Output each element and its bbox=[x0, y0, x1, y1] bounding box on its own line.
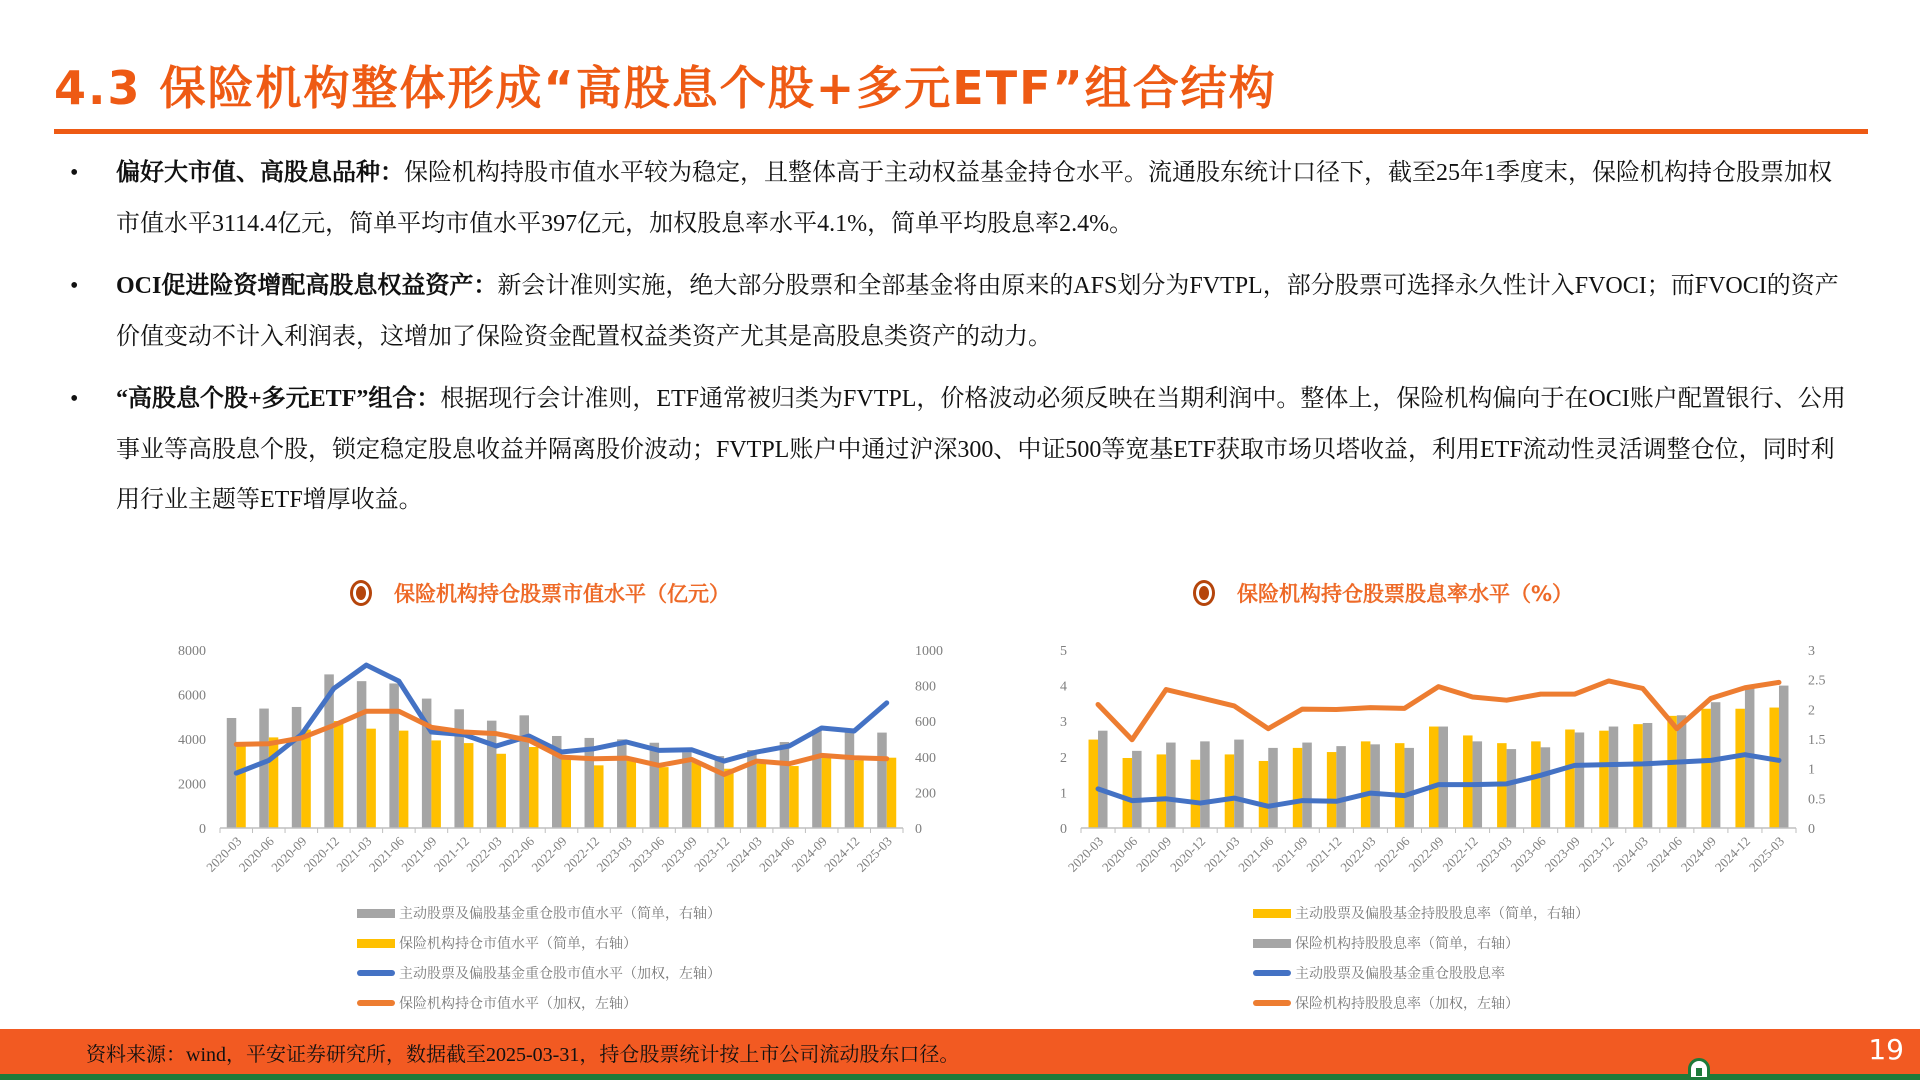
bar-b bbox=[1370, 744, 1380, 828]
right-axis-tick: 1000 bbox=[915, 644, 943, 659]
bar-b bbox=[594, 765, 604, 828]
bar-b bbox=[1439, 727, 1449, 828]
x-axis-label: 2023-03 bbox=[1473, 833, 1515, 875]
bar-b bbox=[692, 762, 702, 828]
bar-a bbox=[1463, 735, 1473, 828]
x-axis-label: 2021-03 bbox=[333, 833, 375, 875]
bar-a bbox=[389, 683, 399, 828]
legend-label: 保险机构持股股息率（加权，左轴） bbox=[1295, 996, 1519, 1012]
bar-a bbox=[877, 733, 887, 828]
left-axis-tick: 2000 bbox=[178, 777, 206, 793]
bar-b bbox=[431, 740, 441, 828]
x-axis-label: 2021-09 bbox=[1269, 833, 1311, 875]
bar-b bbox=[887, 758, 897, 828]
chart-title-text: 保险机构持仓股票市值水平（亿元） bbox=[394, 582, 730, 606]
bar-a bbox=[292, 707, 302, 828]
bar-a bbox=[1395, 743, 1405, 828]
x-axis-label: 2023-06 bbox=[625, 833, 668, 875]
bar-b bbox=[399, 731, 409, 828]
x-axis-label: 2023-03 bbox=[593, 833, 635, 875]
legend-swatch bbox=[1253, 909, 1291, 918]
x-axis-label: 2022-03 bbox=[463, 833, 505, 875]
right-axis-tick: 200 bbox=[915, 786, 936, 802]
bar-b bbox=[334, 721, 344, 828]
bar-a bbox=[1701, 709, 1711, 828]
legend-market-cap bbox=[357, 898, 721, 1018]
bar-a bbox=[1429, 727, 1439, 828]
bar-b bbox=[1302, 743, 1312, 828]
bar-a bbox=[1123, 758, 1133, 828]
x-axis-label: 2023-12 bbox=[1575, 833, 1617, 875]
bullet-dot-icon: • bbox=[70, 386, 79, 412]
left-axis-tick: 6000 bbox=[178, 688, 206, 704]
legend-swatch bbox=[357, 1000, 395, 1006]
bar-b bbox=[1507, 749, 1517, 828]
bar-a bbox=[1191, 760, 1201, 828]
bullet-dot-icon: • bbox=[70, 273, 79, 299]
x-axis-label: 2021-12 bbox=[1303, 833, 1345, 875]
legend-swatch bbox=[357, 939, 395, 948]
legend-item bbox=[357, 928, 721, 958]
bar-a bbox=[1735, 709, 1745, 828]
x-axis-label: 2022-12 bbox=[560, 833, 603, 875]
page-number: 19 bbox=[1868, 1033, 1904, 1066]
bar-b bbox=[1200, 741, 1210, 828]
bar-b bbox=[1779, 686, 1789, 828]
x-axis-label: 2021-09 bbox=[398, 833, 440, 875]
bar-a bbox=[519, 715, 529, 828]
right-axis-tick: 1 bbox=[1808, 762, 1815, 778]
bar-b bbox=[1677, 715, 1687, 828]
left-axis-tick: 1 bbox=[1060, 786, 1067, 802]
bar-a bbox=[454, 709, 464, 828]
bar-b bbox=[854, 760, 864, 828]
bar-a bbox=[1293, 748, 1303, 828]
legend-item bbox=[1253, 988, 1589, 1018]
right-axis-tick: 400 bbox=[915, 750, 936, 766]
bar-b bbox=[1268, 748, 1278, 828]
legend-item bbox=[357, 988, 721, 1018]
bullet-text: 根据现行会计准则，ETF通常被归类为FVTPL，价格波动必须反映在当期利润中。整体上，保险机构偏向于在OCI账户配置银行、公用事业等高股息个股，锁定稳定股息收益并隔离股价波动；FVTPL账户中通过沪深300、中证500等宽基ETF获取市场贝塔收益，利用ETF流动性灵活调整仓位，同时利用行业主题等ETF增厚收益。 bbox=[116, 386, 1846, 513]
legend-item bbox=[1253, 928, 1589, 958]
bar-a bbox=[845, 731, 855, 828]
bar-b bbox=[822, 757, 832, 828]
bar-b bbox=[301, 730, 311, 828]
x-axis-label: 2024-12 bbox=[1711, 833, 1754, 875]
legend-swatch bbox=[1253, 939, 1291, 948]
x-axis-label: 2023-12 bbox=[690, 833, 733, 875]
bar-b bbox=[1166, 743, 1176, 828]
legend-item bbox=[1253, 958, 1589, 988]
bar-a bbox=[1769, 708, 1779, 828]
x-axis-label: 2025-03 bbox=[853, 833, 895, 875]
bar-b bbox=[1541, 747, 1551, 828]
footer-rule bbox=[0, 1074, 1920, 1080]
legend-item bbox=[357, 958, 721, 988]
bar-b bbox=[464, 743, 474, 828]
bullet-dot-icon: • bbox=[70, 160, 79, 186]
bar-b bbox=[789, 766, 799, 828]
right-axis-tick: 0 bbox=[915, 822, 922, 837]
bar-a bbox=[1157, 754, 1167, 828]
legend-label: 主动股票及偏股基金重仓股市值水平（简单，右轴） bbox=[399, 906, 721, 922]
left-axis-tick: 4 bbox=[1060, 679, 1067, 695]
bar-a bbox=[1599, 731, 1609, 828]
x-axis-label: 2020-12 bbox=[1167, 833, 1209, 875]
right-axis-tick: 1.5 bbox=[1808, 733, 1826, 748]
bullet-heading: OCI促进险资增配高股息权益资产： bbox=[116, 273, 498, 299]
bar-a bbox=[1327, 752, 1337, 828]
left-axis-tick: 3 bbox=[1060, 715, 1067, 731]
x-axis-label: 2023-06 bbox=[1507, 833, 1549, 875]
bar-b bbox=[1711, 702, 1721, 828]
chart-title-text: 保险机构持仓股票股息率水平（%） bbox=[1237, 582, 1574, 606]
bar-a bbox=[1633, 724, 1643, 828]
x-axis-label: 2020-09 bbox=[268, 833, 310, 875]
bar-a bbox=[650, 743, 660, 828]
x-axis-label: 2023-09 bbox=[1541, 833, 1583, 875]
bar-a bbox=[812, 730, 822, 828]
x-axis-label: 2022-06 bbox=[1371, 833, 1413, 875]
bar-b bbox=[724, 769, 734, 828]
footer-bar bbox=[0, 1029, 1920, 1074]
bar-b bbox=[1336, 746, 1346, 828]
left-axis-tick: 2 bbox=[1060, 750, 1067, 766]
bar-a bbox=[617, 739, 627, 828]
bar-b bbox=[1098, 731, 1108, 828]
x-axis-label: 2020-12 bbox=[300, 833, 342, 875]
legend-label: 保险机构持仓市值水平（简单，右轴） bbox=[399, 936, 637, 952]
x-axis-label: 2024-06 bbox=[1643, 833, 1685, 875]
bar-b bbox=[1643, 723, 1653, 828]
left-axis-tick: 4000 bbox=[178, 733, 206, 748]
bar-b bbox=[627, 760, 637, 828]
legend-dividend bbox=[1253, 898, 1589, 1018]
legend-item bbox=[357, 898, 721, 928]
bar-b bbox=[529, 747, 539, 828]
bar-b bbox=[1234, 740, 1244, 828]
bar-a bbox=[357, 681, 367, 828]
bar-a bbox=[1259, 761, 1269, 828]
bar-b bbox=[1575, 732, 1585, 828]
x-axis-label: 2021-06 bbox=[1235, 833, 1277, 875]
bullet-text: 保险机构持股市值水平较为稳定，且整体高于主动权益基金持仓水平。流通股东统计口径下，截至25年1季度末，保险机构持仓股票加权市值水平3114.4亿元，简单平均市值水平397亿元，加权股息率水平4.1%，简单平均股息率2.4%。 bbox=[116, 160, 1832, 237]
x-axis-label: 2022-06 bbox=[495, 833, 538, 875]
x-axis-label: 2021-12 bbox=[430, 833, 473, 875]
x-axis-label: 2020-09 bbox=[1132, 833, 1175, 875]
bar-a bbox=[1225, 754, 1235, 828]
legend-swatch bbox=[1253, 1000, 1291, 1006]
bar-b bbox=[659, 767, 669, 828]
legend-label: 保险机构持仓市值水平（加权，左轴） bbox=[399, 996, 637, 1012]
right-axis-tick: 2 bbox=[1808, 703, 1815, 719]
x-axis-label: 2022-09 bbox=[528, 833, 570, 875]
bar-a bbox=[780, 742, 790, 828]
x-axis-label: 2020-03 bbox=[1064, 833, 1107, 875]
brand-logo-icon bbox=[1688, 1058, 1710, 1080]
bar-b bbox=[236, 744, 246, 828]
bar-a bbox=[1089, 740, 1099, 828]
bar-a bbox=[487, 721, 497, 828]
x-axis-label: 2021-03 bbox=[1201, 833, 1243, 875]
right-axis-tick: 3 bbox=[1808, 644, 1815, 659]
x-axis-label: 2024-03 bbox=[723, 833, 765, 875]
legend-swatch bbox=[1253, 970, 1291, 976]
x-axis-label: 2024-06 bbox=[756, 833, 798, 875]
x-axis-label: 2022-03 bbox=[1337, 833, 1379, 875]
x-axis-label: 2024-09 bbox=[788, 833, 830, 875]
bar-b bbox=[562, 759, 572, 828]
bar-b bbox=[496, 754, 506, 828]
legend-label: 主动股票及偏股基金持股股息率（简单，右轴） bbox=[1295, 906, 1589, 922]
right-axis-tick: 600 bbox=[915, 715, 936, 731]
x-axis-label: 2024-09 bbox=[1677, 833, 1720, 875]
bar-a bbox=[1361, 741, 1371, 828]
bar-b bbox=[757, 764, 767, 828]
page-title: 4.3 保险机构整体形成“高股息个股+多元ETF”组合结构 bbox=[54, 61, 1277, 115]
left-axis-tick: 8000 bbox=[178, 644, 206, 659]
bar-b bbox=[1609, 727, 1619, 828]
x-axis-label: 2024-03 bbox=[1609, 833, 1651, 875]
left-axis-tick: 0 bbox=[199, 822, 206, 837]
right-axis-tick: 2.5 bbox=[1808, 673, 1826, 689]
bar-a bbox=[1531, 741, 1541, 828]
x-axis-label: 2020-06 bbox=[235, 833, 277, 875]
left-axis-tick: 0 bbox=[1060, 822, 1067, 837]
bullet-heading: “高股息个股+多元ETF”组合： bbox=[116, 386, 441, 412]
left-axis-tick: 5 bbox=[1060, 644, 1067, 659]
bullet-heading: 偏好大市值、高股息品种： bbox=[116, 160, 404, 186]
legend-item bbox=[1253, 898, 1589, 928]
x-axis-label: 2020-06 bbox=[1098, 833, 1141, 875]
bar-b bbox=[1132, 751, 1142, 828]
bar-a bbox=[1667, 716, 1677, 828]
x-axis-label: 2023-09 bbox=[658, 833, 700, 875]
legend-swatch bbox=[357, 909, 395, 918]
x-axis-label: 2024-12 bbox=[821, 833, 863, 875]
bar-b bbox=[366, 729, 376, 828]
x-axis-label: 2022-09 bbox=[1405, 833, 1447, 875]
right-axis-tick: 0.5 bbox=[1808, 792, 1826, 808]
x-axis-label: 2022-12 bbox=[1439, 833, 1481, 875]
bar-a bbox=[1565, 730, 1575, 828]
legend-label: 主动股票及偏股基金重仓股股息率 bbox=[1295, 966, 1505, 982]
bar-a bbox=[259, 709, 269, 828]
bar-a bbox=[682, 752, 692, 828]
right-axis-tick: 800 bbox=[915, 679, 936, 695]
x-axis-label: 2025-03 bbox=[1745, 833, 1788, 875]
source-note: 资料来源：wind，平安证券研究所，数据截至2025-03-31，持仓股票统计按上市公司流动股东口径。 bbox=[86, 1044, 960, 1066]
right-axis-tick: 0 bbox=[1808, 822, 1815, 837]
bar-b bbox=[1404, 748, 1414, 828]
legend-label: 保险机构持股股息率（简单，右轴） bbox=[1295, 936, 1519, 952]
bullet-text: 新会计准则实施，绝大部分股票和全部基金将由原来的AFS划分为FVTPL，部分股票可选择永久性计入FVOCI；而FVOCI的资产价值变动不计入利润表，这增加了保险资金配置权益类资产尤其是高股息类资产的动力。 bbox=[116, 273, 1839, 350]
legend-label: 主动股票及偏股基金重仓股市值水平（加权，左轴） bbox=[399, 966, 721, 982]
bar-a bbox=[715, 756, 725, 828]
x-axis-label: 2021-06 bbox=[365, 833, 408, 875]
x-axis-label: 2020-03 bbox=[203, 833, 245, 875]
legend-swatch bbox=[357, 970, 395, 976]
